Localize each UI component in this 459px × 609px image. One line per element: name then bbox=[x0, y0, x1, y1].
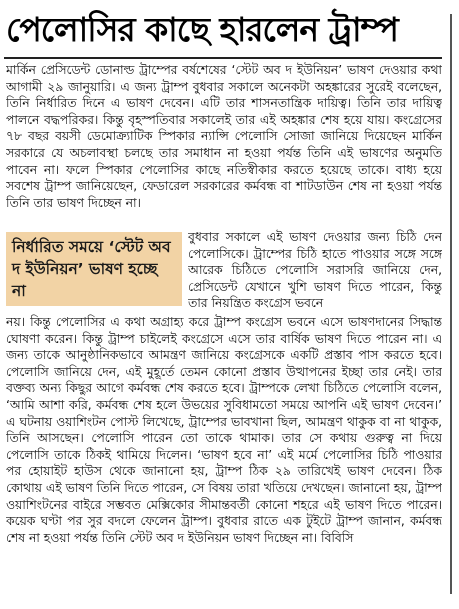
headline: পেলোসির কাছে হারলেন ট্রাম্প bbox=[6, 10, 398, 49]
column-edge-line bbox=[450, 14, 452, 594]
headline-rule bbox=[4, 57, 442, 59]
article-paragraph-2: বুধবার সকালে এই ভাষণ দেওয়ার জন্য চিঠি দেন পেলোসিকে। ট্রাম্পের চিঠি হাতে পাওয়ার সঙ্গে সঙ্গে আরেক চিঠিতে পেলোসি সরাসরি জানিয়ে দেন, প্রেসিডেন্ট যেখানে খুশি ভাষণ দিতে পারেন, কিন্তু তার নিয়ন্ত্রিত কংগ্রেস ভবনে bbox=[188, 230, 442, 311]
pull-quote: নির্ধারিত সময়ে ‘স্টেট অব দ ইউনিয়ন’ ভাষণ হচ্ছে না bbox=[6, 232, 182, 306]
article-paragraph-1: মার্কিন প্রেসিডেন্ট ডোনাল্ড ট্রাম্পের বর্ষশেষের ‘স্টেট অব দ ইউনিয়ন’ ভাষণ দেওয়ার কথা আগামী ২৯ জানুয়ারি। এ জন্য ট্রাম্প বুধবার সকালে অনেকটা অহঙ্কারের সুরেই বলেছেন, তিনি নির্ধারিত দিনে এ ভাষণ দেবেন। এটি তার শাসনতান্ত্রিক দায়িত্ব। তিনি তার দায়িত্ব পালনে বদ্ধপরিকর। কিন্তু বৃহস্পতিবার সকালেই তার এই অহঙ্কার শেষ হয়ে যায়। কংগ্রেসের ৭৮ বছর বয়সী ডেমোক্র্যাটিক স্পিকার ন্যান্সি পেলোসি সোজা জানিয়ে দিয়েছেন মার্কিন সরকারে যে অচলাবস্থা চলছে তার সমাধান না হওয়া পর্যন্ত তিনি এই ভাষণের অনুমতি পাবেন না। ফলে স্পিকার পেলোসির কাছে নতিস্বীকার করতে হয়েছে তাকে। বাধ্য হয়ে সবশেষ ট্রাম্প জানিয়েছেন, ফেডারেল সরকারের কর্মবন্ধ বা শাটডাউন শেষ না হওয়া পর্যন্ত তিনি তার ভাষণ দিচ্ছেন না। bbox=[6, 63, 442, 210]
article-paragraph-3: নয়। কিন্তু পেলোসির এ কথা অগ্রাহ্য করে ট্রাম্প কংগ্রেস ভবনে এসে ভাষণদানের সিদ্ধান্ত ঘোষণা করেন। কিন্তু ট্রাম্প চাইলেই কংগ্রেসে এসে তার বার্ষিক ভাষণ দিতে পারেন না। এ জন্য তাকে আনুষ্ঠানিকভাবে আমন্ত্রণ জানিয়ে কংগ্রেসকে একটি প্রস্তাব পাস করতে হবে। পেলোসি জানিয়ে দেন, এই মুহূর্তে তেমন কোনো প্রস্তাব উত্থাপনের ইচ্ছা তার নেই। তার বক্তব্য অন্য কিছুর আগে কর্মবন্ধ শেষ করতে হবে। ট্রাম্পকে লেখা চিঠিতে পেলোসি বলেন, ‘আমি আশা করি, কর্মবন্ধ শেষ হলে উভয়ের সুবিধামতো সময়ে আপনি এই ভাষণ দেবেন।’ এ ঘটনায় ওয়াশিংটন পোস্ট লিখেছে, ট্রাম্পের ভাবখানা ছিল, আমন্ত্রণ থাকুক বা না থাকুক, তিনি আসছেন। পেলোসি পারেন তো তাকে থামাক। তার সে কথায় গুরুত্ব না দিয়ে পেলোসি তাকে ঠিকই থামিয়ে দিলেন। ‘ভাষণ হবে না’ এই মর্মে পেলোসির চিঠি পাওয়ার পর হোয়াইট হাউস থেকে জানানো হয়, ট্রাম্প ঠিক ২৯ তারিখেই ভাষণ দেবেন। ঠিক কোথায় এই ভাষণ তিনি দিতে পারেন, সে বিষয় তারা খতিয়ে দেখছেন। জানানো হয়, ট্রাম্প ওয়াশিংটনের বাইরে সম্ভবত মেক্সিকোর সীমান্তবর্তী কোনো শহরে এই ভাষণ দিতে পারেন। কয়েক ঘণ্টা পর সুর বদলে ফেলেন ট্রাম্প। বুধবার রাতে এক টুইটে ট্রাম্প জানান, কর্মবন্ধ শেষ না হওয়া পর্যন্ত তিনি স্টেট অব দ ইউনিয়ন ভাষণ দিচ্ছেন না। বিবিসি bbox=[6, 315, 442, 545]
